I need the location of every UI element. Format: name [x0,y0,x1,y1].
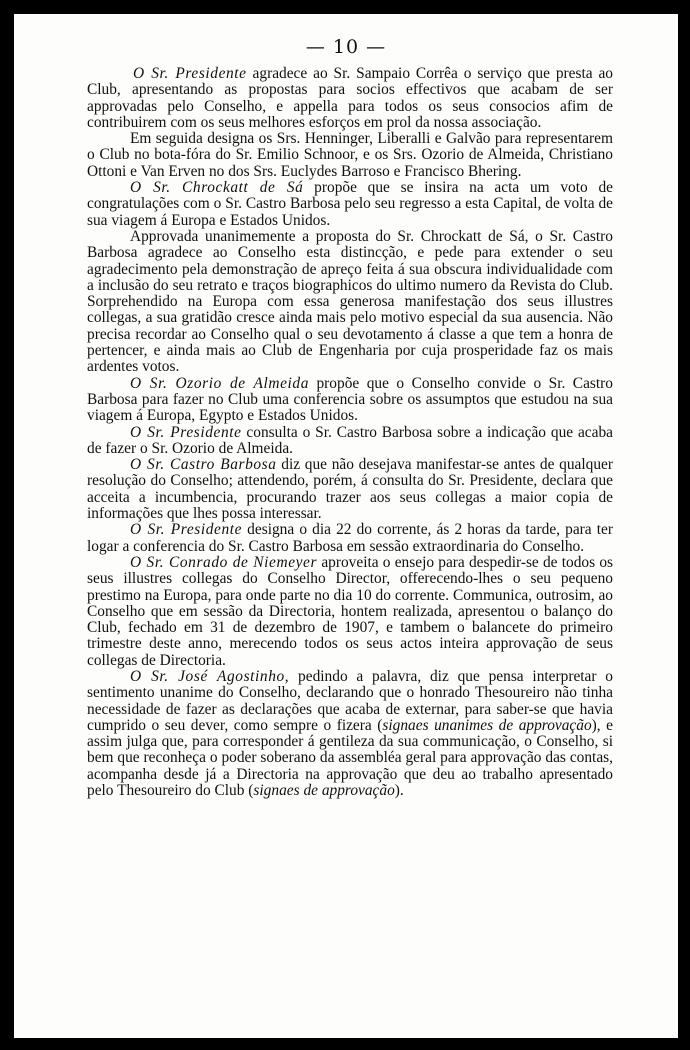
paragraph-text: Approvada unanimemente a proposta do Sr. Chrockatt de Sá, o Sr. Castro Barbosa agradece ao Conselho esta distincção, e pede para extender o seu agradecimento pela demonstração de apreço feita á sua obscura individualidade com a inclusão do seu retrato e traços biographicos do ultimo numero da Revista do Club. Sorprehendido na Europa com essa generosa manifestação dos seus illustres collegas, a sua gratidão cresce ainda mais pelo motivo especial da sua ausencia. Não precisa recordar ao Conselho qual o seu devotamento á classe a que tem a honra de pertencer, e ainda mais ao Club de Engenharia por cuja prosperidade faz os mais ardentes votos. [87,227,613,376]
paragraph [87,425,613,458]
paragraph [87,229,613,376]
stage-direction: signaes de approvação [253,782,395,800]
paragraph [87,669,613,799]
paragraph-text: ). [394,782,404,800]
speaker-name: O Sr. Ozorio de Almeida [130,374,309,392]
speaker-name: O Sr. Conrado de Niemeyer [130,553,318,571]
paragraph [87,180,613,229]
paragraph-text: pedindo a palavra, diz que pensa interpretar o sentimento unanime do Conselho, declarando que o honrado Thesoureiro não tinha necessidade de fazer as declarações que acaba de externar, para saber-se que havia cumprido o seu dever, como sempre o fizera ( [87,667,614,734]
paragraph [87,555,613,669]
paragraph [87,457,613,522]
paragraph [87,376,613,425]
paragraph-text: ), e assim julga que, para corresponder á gentileza da sua communicação, o Conselho, si bem que reconheça o poder soberano da assembléa geral para approvação das contas, acompanha desde já a Directoria na approvação que deu ao trabalho apresentado pelo Thesoureiro do Club ( [87,716,613,800]
paragraph-text: consulta o Sr. Castro Barbosa sobre a indicação que acaba de fazer o Sr. Ozorio de Almeida. [87,423,613,457]
paragraph-text: diz que não desejava manifestar-se antes de qualquer resolução do Conselho; attendendo, porém, á consulta do Sr. Presidente, declara que acceita a incumbencia, procurando trazer aos seus collegas a maior copia de informações que lhes possa interessar. [87,456,614,523]
speaker-name: O Sr. Castro Barbosa [130,456,277,474]
speaker-name: O Sr. Presidente [133,65,247,82]
minutes-body [87,66,613,799]
speaker-name: O Sr. José Agostinho, [130,667,290,685]
paragraph-text: propõe que o Conselho convide o Sr. Castro Barbosa para fazer no Club uma conferencia sobre os assumptos que estudou na sua viagem á Europa, Egypto e Estados Unidos. [87,374,613,425]
paragraph [87,522,613,555]
speaker-name: O Sr. Presidente [130,423,242,441]
document-page [14,14,678,1038]
speaker-name: O Sr. Chrockatt de Sá [130,179,304,197]
page-number: — 10 — [305,36,387,58]
paragraph [87,131,613,180]
paragraph-text: Em seguida designa os Srs. Henninger, Liberalli e Galvão para representarem o Club no bota-fóra do Sr. Emilio Schnoor, e os Srs. Ozorio de Almeida, Christiano Ottoni e Van Erven no dos Srs. Euclydes Barroso e Francisco Bhering. [87,130,613,180]
paragraph-text: designa o dia 22 do corrente, ás 2 horas da tarde, para ter logar a conferencia do Sr. Castro Barbosa em sessão extraordinaria do Conselho. [87,521,613,555]
paragraph-text: propõe que se insira na acta um voto de congratulações com o Sr. Castro Barbosa pelo seu regresso a esta Capital, de volta de sua viagem á Europa e Estados Unidos. [87,179,613,229]
stage-direction: signaes unanimes de approvação [382,716,592,734]
speaker-name: O Sr. Presidente [130,521,243,539]
paragraph [87,66,613,131]
paragraph-text: aproveita o ensejo para despedir-se de todos os seus illustres collegas do Conselho Director, offerecendo-lhes o seu pequeno prestimo na Europa, para onde parte no dia 10 do corrente. Communica, outrosim, ao Conselho que em sessão da Directoria, hontem realizada, apresentou o balanço do Club, fechado em 31 de dezembro de 1907, e tambem o balancete do primeiro trimestre deste anno, merecendo todos os seus actos inteira approvação de seus collegas de Directoria. [87,553,614,669]
paragraph-text: agradece ao Sr. Sampaio Corrêa o serviço que presta ao Club, apresentando as propostas para socios effectivos que acabam de ser approvadas pelo Conselho, e appella para todos os seus consocios afim de contribuirem com os seus melhores esforços em prol da nossa associação. [87,65,614,131]
